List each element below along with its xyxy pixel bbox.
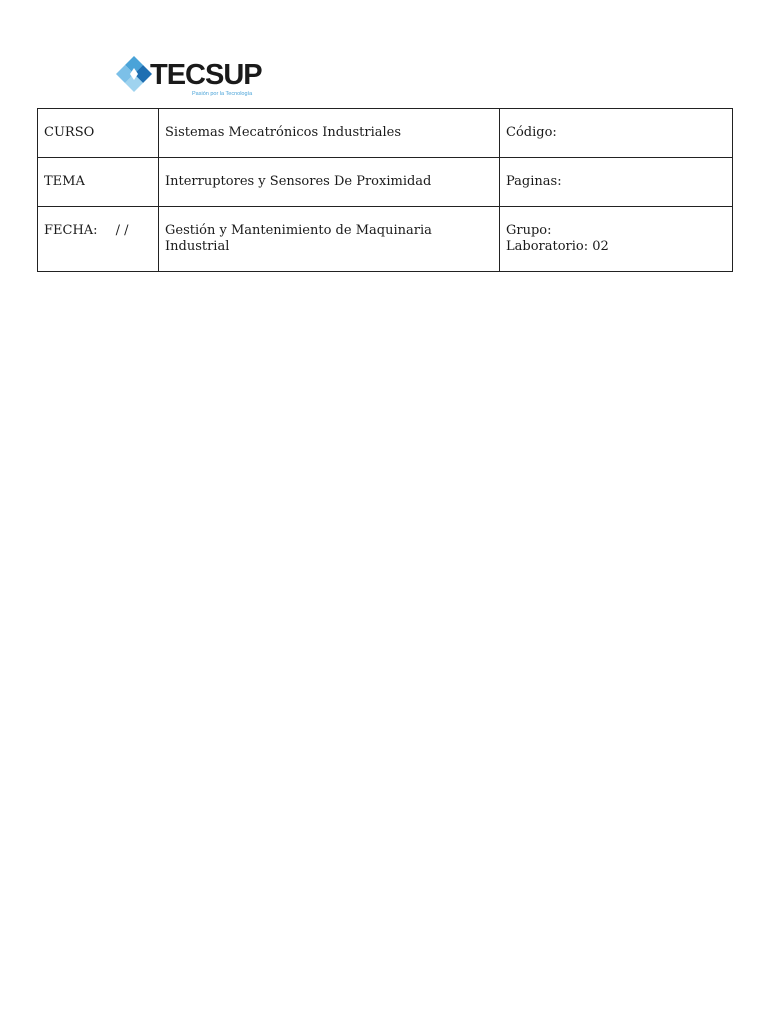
tecsup-logo (110, 46, 270, 102)
laboratorio-label: Laboratorio: 02 (506, 239, 609, 254)
grupo-label: Grupo: (506, 223, 552, 238)
logo-tagline-text: Pasión por la Tecnología (192, 91, 253, 97)
paginas-label: Paginas: (500, 158, 733, 207)
table-row-tema (38, 158, 733, 207)
table-row-curso (38, 109, 733, 158)
curso-label: CURSO (38, 109, 159, 158)
fecha-date: / / (115, 223, 129, 238)
carrera-value: Gestión y Mantenimiento de Maquinaria Industrial (159, 207, 500, 272)
codigo-label: Código: (500, 109, 733, 158)
logo-brand-text: TECSUP (150, 59, 262, 91)
curso-value: Sistemas Mecatrónicos Industriales (159, 109, 500, 158)
course-header-table (37, 108, 733, 272)
logo-emblem-icon (116, 56, 152, 92)
grupo-cell (500, 207, 733, 272)
table-row-fecha (38, 207, 733, 272)
tecsup-logo-graphic (110, 46, 270, 102)
tema-label: TEMA (38, 158, 159, 207)
tema-value: Interruptores y Sensores De Proximidad (159, 158, 500, 207)
fecha-label: FECHA: (44, 223, 98, 238)
fecha-cell (38, 207, 159, 272)
